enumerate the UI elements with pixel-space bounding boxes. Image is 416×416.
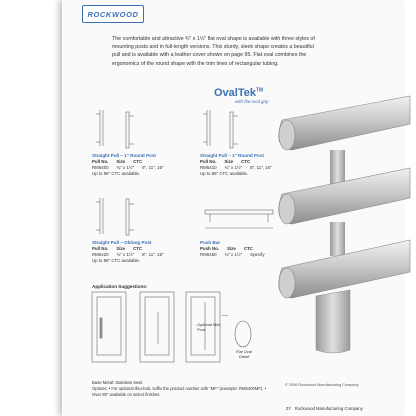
pull-number: RM6420: [92, 252, 109, 257]
ctc-value: 8", 11", 16": [142, 252, 164, 257]
pull-number: RM6400: [92, 165, 109, 170]
trademark: TM: [256, 87, 264, 94]
header-pull-no: Pull No.: [92, 159, 109, 164]
section-note: Up to 96" CTC available.: [92, 258, 141, 263]
section-note: Up to 96" CTC available.: [92, 171, 141, 176]
door-diagram-2: [140, 292, 174, 362]
options-text: Options: • For optional thru-bolt, suffix the product number with "MF" (example: RM6400MF). • Over 80" available on select finishes.: [92, 386, 267, 397]
spec-row: [200, 252, 265, 258]
header-size: Size: [227, 246, 236, 251]
header-push-no: Push No.: [200, 246, 220, 251]
header-pull-no: Pull No.: [200, 159, 217, 164]
rm6420-drawing: [96, 198, 134, 235]
product-title-text: OvalTek: [214, 87, 256, 99]
ctc-value: 8", 11", 16": [250, 165, 272, 170]
door-diagram-1: [92, 292, 126, 362]
size-value: ¾" x 1½": [224, 165, 243, 170]
size-value: ¾" x 1½": [116, 165, 135, 170]
section-title: Push Bar: [200, 240, 221, 245]
intro-paragraph: The comfortable and attractive ¾" x 1½" flat oval shape is available with three styles of mounting posts and in full-length versions. This sturdy, sleek shape creates a beautiful pull and is available with a leather cover shown on page 95. Flat oval combines the ergonomics of the round shape with the trim lines of rectangular tubing.: [112, 36, 315, 67]
flat-oval-detail-shape: [235, 321, 251, 347]
push-number: RM6450: [200, 252, 217, 257]
header-pull-no: Pull No.: [92, 246, 109, 251]
logo-text: ROCKWOOD: [87, 9, 139, 19]
pull-render-3: [279, 240, 410, 353]
section-rm6420: [92, 240, 164, 264]
header-ctc: CTC: [243, 246, 253, 251]
ctc-value: Specify: [250, 252, 265, 257]
company-name: Rockwood Manufacturing Company: [294, 406, 363, 411]
header-size: Size: [224, 159, 234, 164]
page-footer: [286, 406, 363, 411]
section-rm6400: [92, 153, 164, 177]
page-number: 27: [286, 406, 291, 411]
header-size: Size: [116, 246, 126, 251]
section-rm6450: [200, 240, 265, 258]
base-metal-text: Base Metal: Stainless steel.: [92, 380, 144, 385]
rm6410-drawing: [203, 110, 238, 148]
header-ctc: CTC: [133, 246, 143, 251]
section-title: Straight Pull – Oblong Post: [92, 240, 152, 245]
footer-specs: [92, 380, 272, 398]
section-title: Straight Pull – 1" Round Post: [200, 153, 264, 158]
applications-title: Application Suggestions:: [92, 284, 148, 289]
ctc-value: 8", 11", 16": [142, 165, 164, 170]
header-size: Size: [116, 159, 126, 164]
size-value: ¾" x 1½": [224, 252, 243, 257]
rm6400-drawing: [96, 110, 134, 148]
section-rm6410: [200, 153, 272, 177]
product-subtitle: with flat oval grip: [235, 99, 269, 104]
rm6450-drawing: [205, 210, 273, 228]
header-ctc: CTC: [133, 159, 143, 164]
flat-oval-detail-label: Flat Oval Detail: [235, 349, 252, 359]
size-value: ¾" x 1½": [116, 252, 135, 257]
copyright-text: © 2006 Rockwood Manufacturing Company: [285, 383, 359, 387]
optional-midpost-label: Optional Mid-Post: [197, 322, 221, 332]
pull-number: RM6410: [200, 165, 217, 170]
section-title: Straight Pull – 1" Round Post: [92, 153, 156, 158]
section-note: Up to 96" CTC available.: [200, 171, 249, 176]
header-ctc: CTC: [241, 159, 251, 164]
pull-render-2: [279, 168, 410, 256]
